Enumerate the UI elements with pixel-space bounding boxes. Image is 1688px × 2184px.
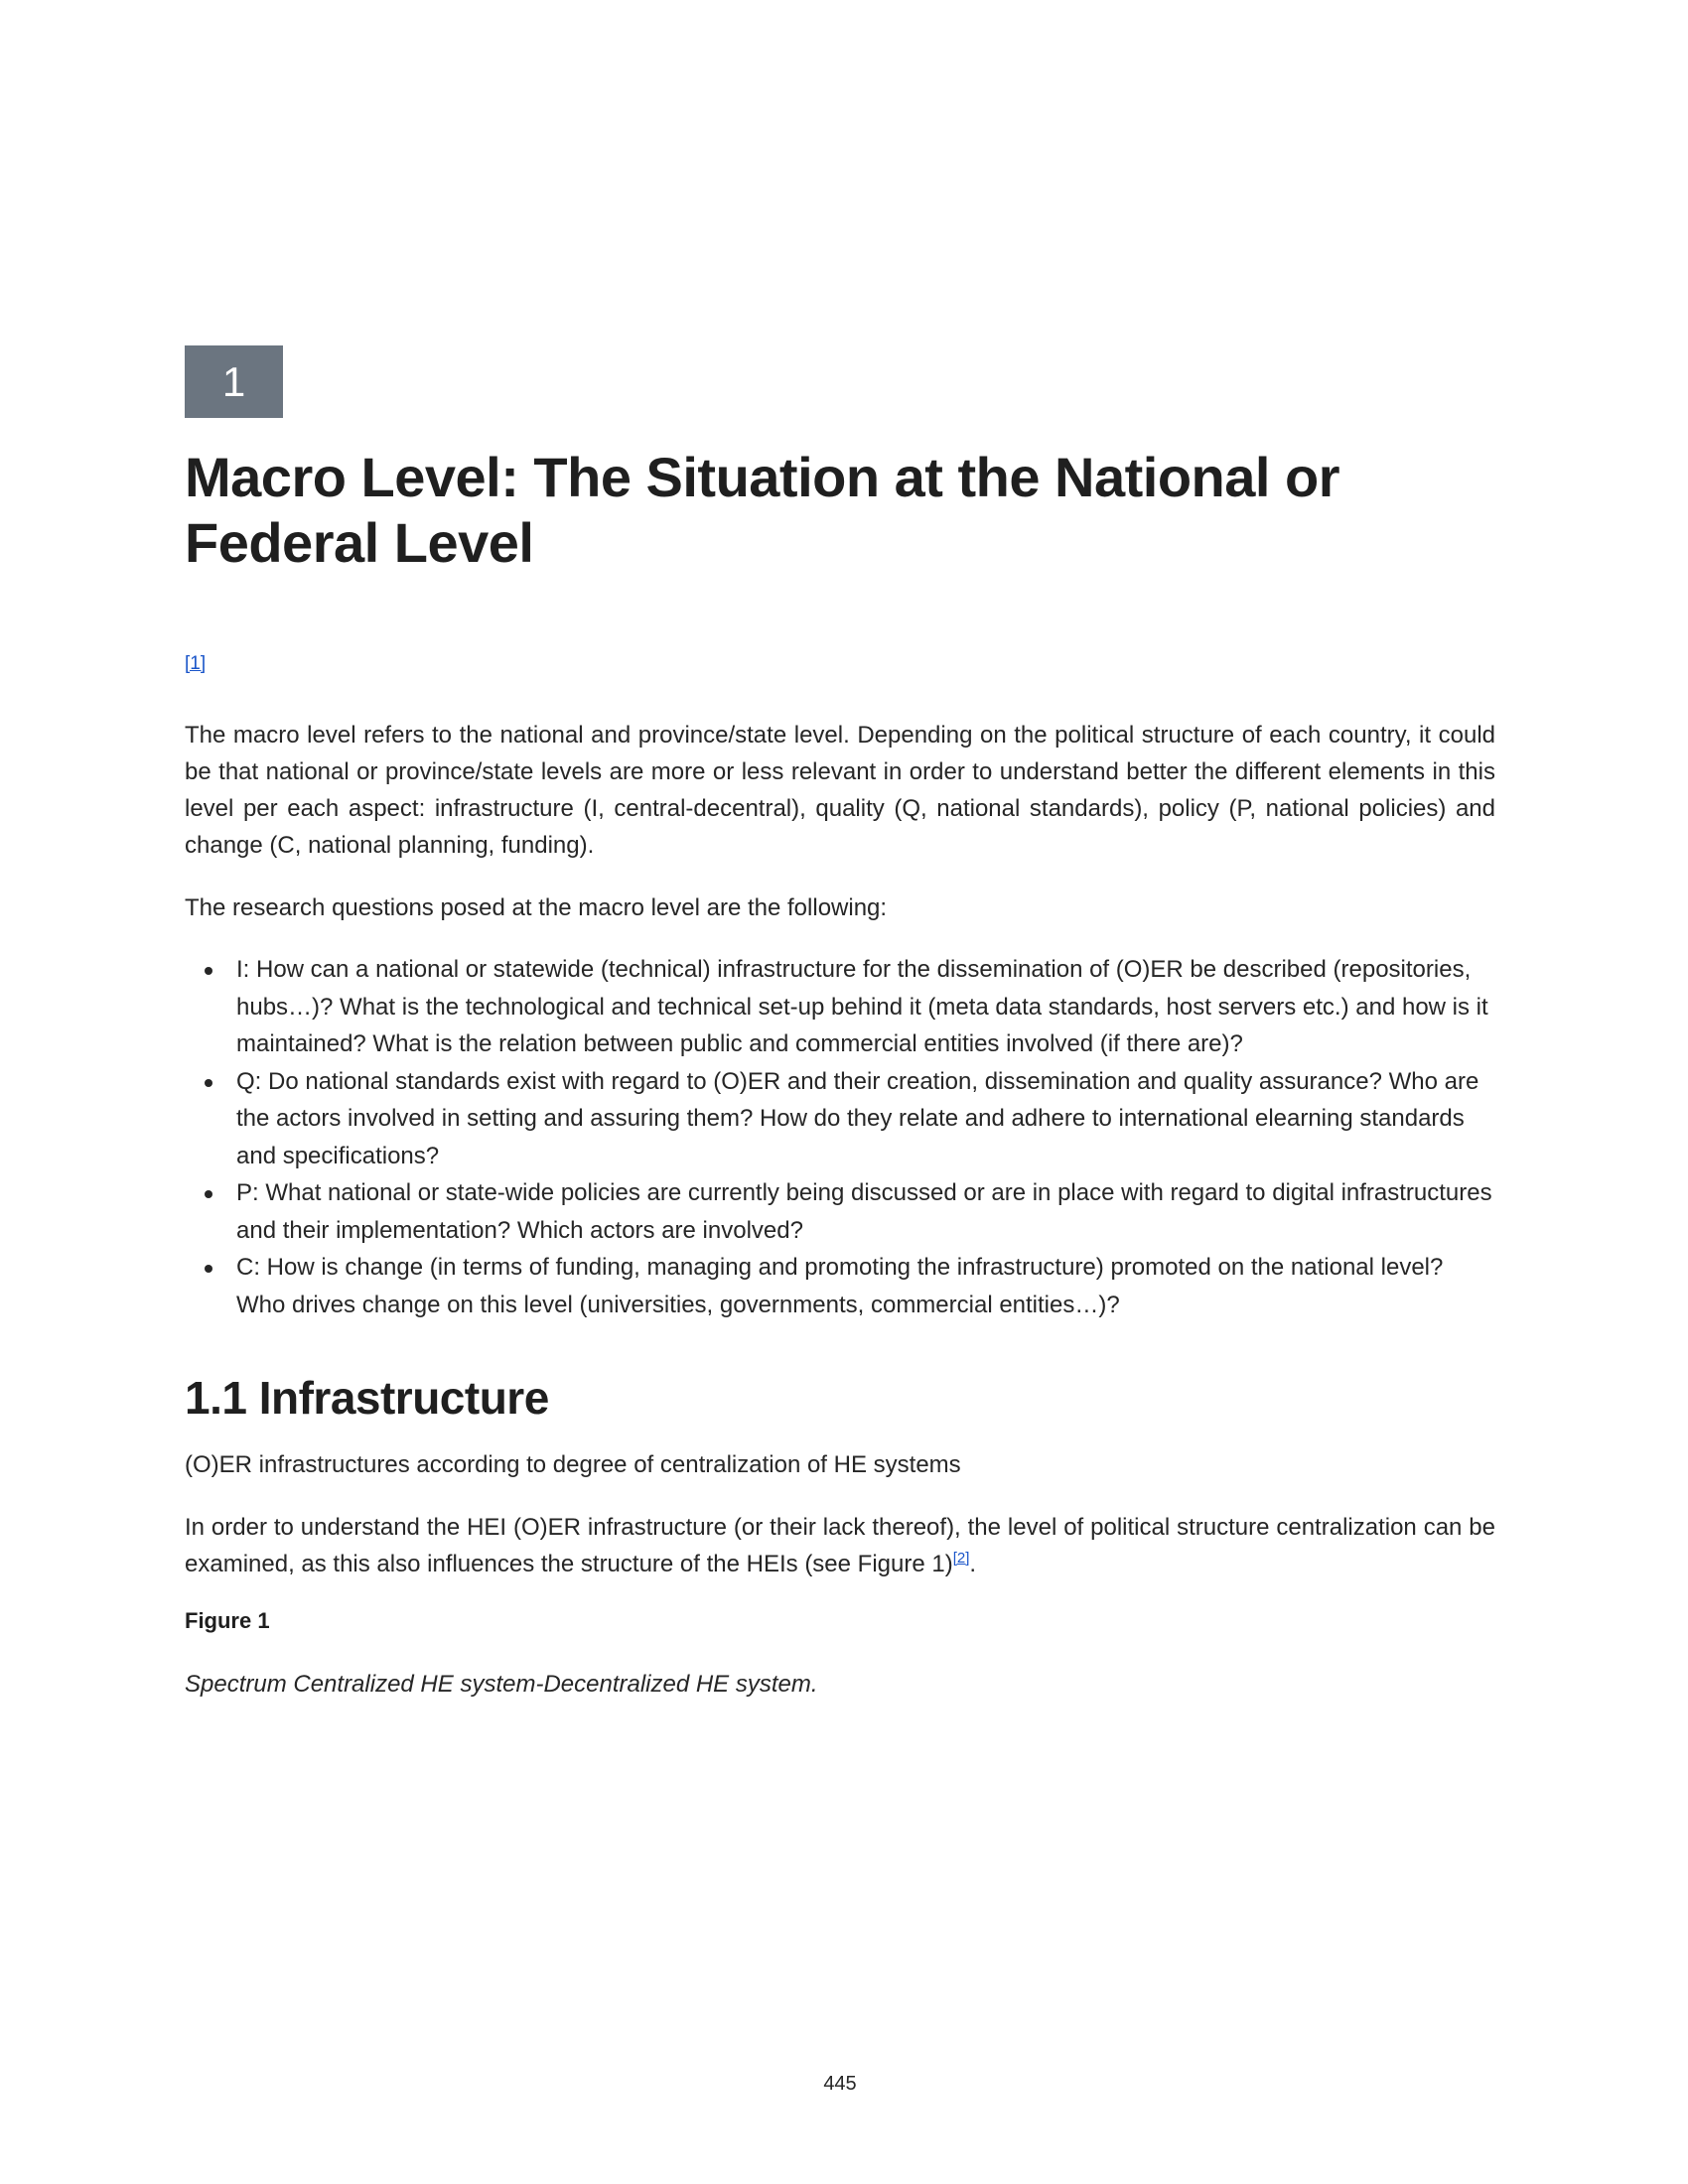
figure-label: Figure 1	[185, 1608, 270, 1633]
figure-caption: Spectrum Centralized HE system-Decentralized HE system.	[185, 1671, 818, 1698]
bullet-icon	[205, 967, 212, 975]
bullet-icon	[205, 1265, 212, 1273]
list-item-text: Q: Do national standards exist with regard to (O)ER and their creation, dissemination and quality assurance? Who are the actors involved in setting and assuring them? How do they relate and adhere to international elearning standards and specifications?	[236, 1067, 1479, 1169]
list-item	[185, 1249, 1495, 1323]
bullet-icon	[205, 1079, 212, 1087]
page-number: 445	[823, 2073, 857, 2095]
footnote-link-1[interactable]: [1]	[185, 653, 207, 674]
section-subtitle: (O)ER infrastructures according to degree of centralization of HE systems	[185, 1451, 961, 1478]
bullet-icon	[205, 1190, 212, 1198]
research-questions-intro: The research questions posed at the macro level are the following:	[185, 894, 888, 921]
chapter-title: Macro Level: The Situation at the National or Federal Level	[185, 446, 1339, 574]
research-questions-list	[185, 951, 1495, 1323]
list-item	[185, 951, 1495, 1063]
section-paragraph-end: .	[969, 1551, 977, 1577]
section-paragraph-text: In order to understand the HEI (O)ER infrastructure (or their lack thereof), the level of political structure centralization can be examined, as this also influences the structure of the HEIs (see Figure 1)	[185, 1514, 1495, 1577]
document-page	[185, 0, 1495, 2184]
list-item-text: P: What national or state-wide policies are currently being discussed or are in place with regard to digital infrastructures and their implementation? Which actors are involved?	[236, 1179, 1492, 1244]
section-title: 1.1 Infrastructure	[185, 1372, 549, 1424]
list-item	[185, 1174, 1495, 1249]
footnote-link-2[interactable]: [2]	[952, 1550, 970, 1567]
section-paragraph	[185, 1509, 1495, 1582]
list-item-text: C: How is change (in terms of funding, managing and promoting the infrastructure) promoted on the national level? Who drives change on this level (universities, governments, commercial entities…)?	[236, 1254, 1444, 1318]
chapter-number-badge	[185, 345, 283, 418]
list-item	[185, 1063, 1495, 1175]
intro-paragraph: The macro level refers to the national and province/state level. Depending on the political structure of each country, it could be that national or province/state levels are more or less relevant in order to understand better the different elements in this level per each aspect: infrastructure (I, central-decentral), quality (Q, national standards), policy (P, national policies) and change (C, national planning, funding).	[185, 722, 1495, 859]
chapter-number: 1	[221, 358, 246, 405]
list-item-text: I: How can a national or statewide (technical) infrastructure for the dissemination of (O)ER be described (repositories, hubs…)? What is the technological and technical set-up behind it (meta data standards, host servers etc.) and how is it maintained? What is the relation between public and commercial entities involved (if there are)?	[236, 956, 1488, 1057]
